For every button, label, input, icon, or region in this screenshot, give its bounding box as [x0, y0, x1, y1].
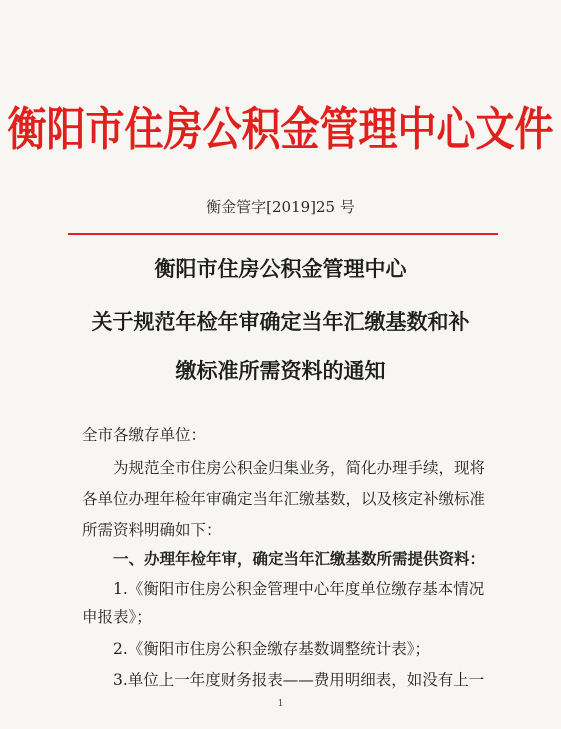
title-line-2: 关于规范年检年审确定当年汇缴基数和补: [91, 309, 470, 334]
body-line: 各单位办理年检年审确定当年汇缴基数，以及核定补缴标准: [82, 490, 486, 508]
document-number: 衡金管字[2019]25 号: [206, 198, 355, 216]
body-line: 申报表》；: [82, 608, 152, 626]
document-masthead: 衡阳市住房公积金管理中心文件: [7, 102, 554, 157]
page-number: 1: [277, 699, 284, 709]
body-line: 2.《衡阳市住房公积金缴存基数调整统计表》；: [113, 640, 431, 658]
body-line: 3.单位上一年度财务报表——费用明细表，如没有上一: [113, 671, 485, 689]
title-line-3: 缴标准所需资料的通知: [175, 358, 386, 383]
salutation: 全市各缴存单位：: [82, 426, 207, 444]
body-line: 为规范全市住房公积金归集业务，简化办理手续，现将: [113, 459, 486, 477]
body-line: 所需资料明确如下：: [82, 521, 222, 539]
red-divider: [68, 233, 498, 235]
title-line-1: 衡阳市住房公积金管理中心: [154, 256, 407, 281]
body-line: 1.《衡阳市住房公积金管理中心年度单位缴存基本情况: [113, 580, 485, 598]
section-heading: 一、办理年检年审，确定当年汇缴基数所需提供资料：: [113, 549, 486, 568]
